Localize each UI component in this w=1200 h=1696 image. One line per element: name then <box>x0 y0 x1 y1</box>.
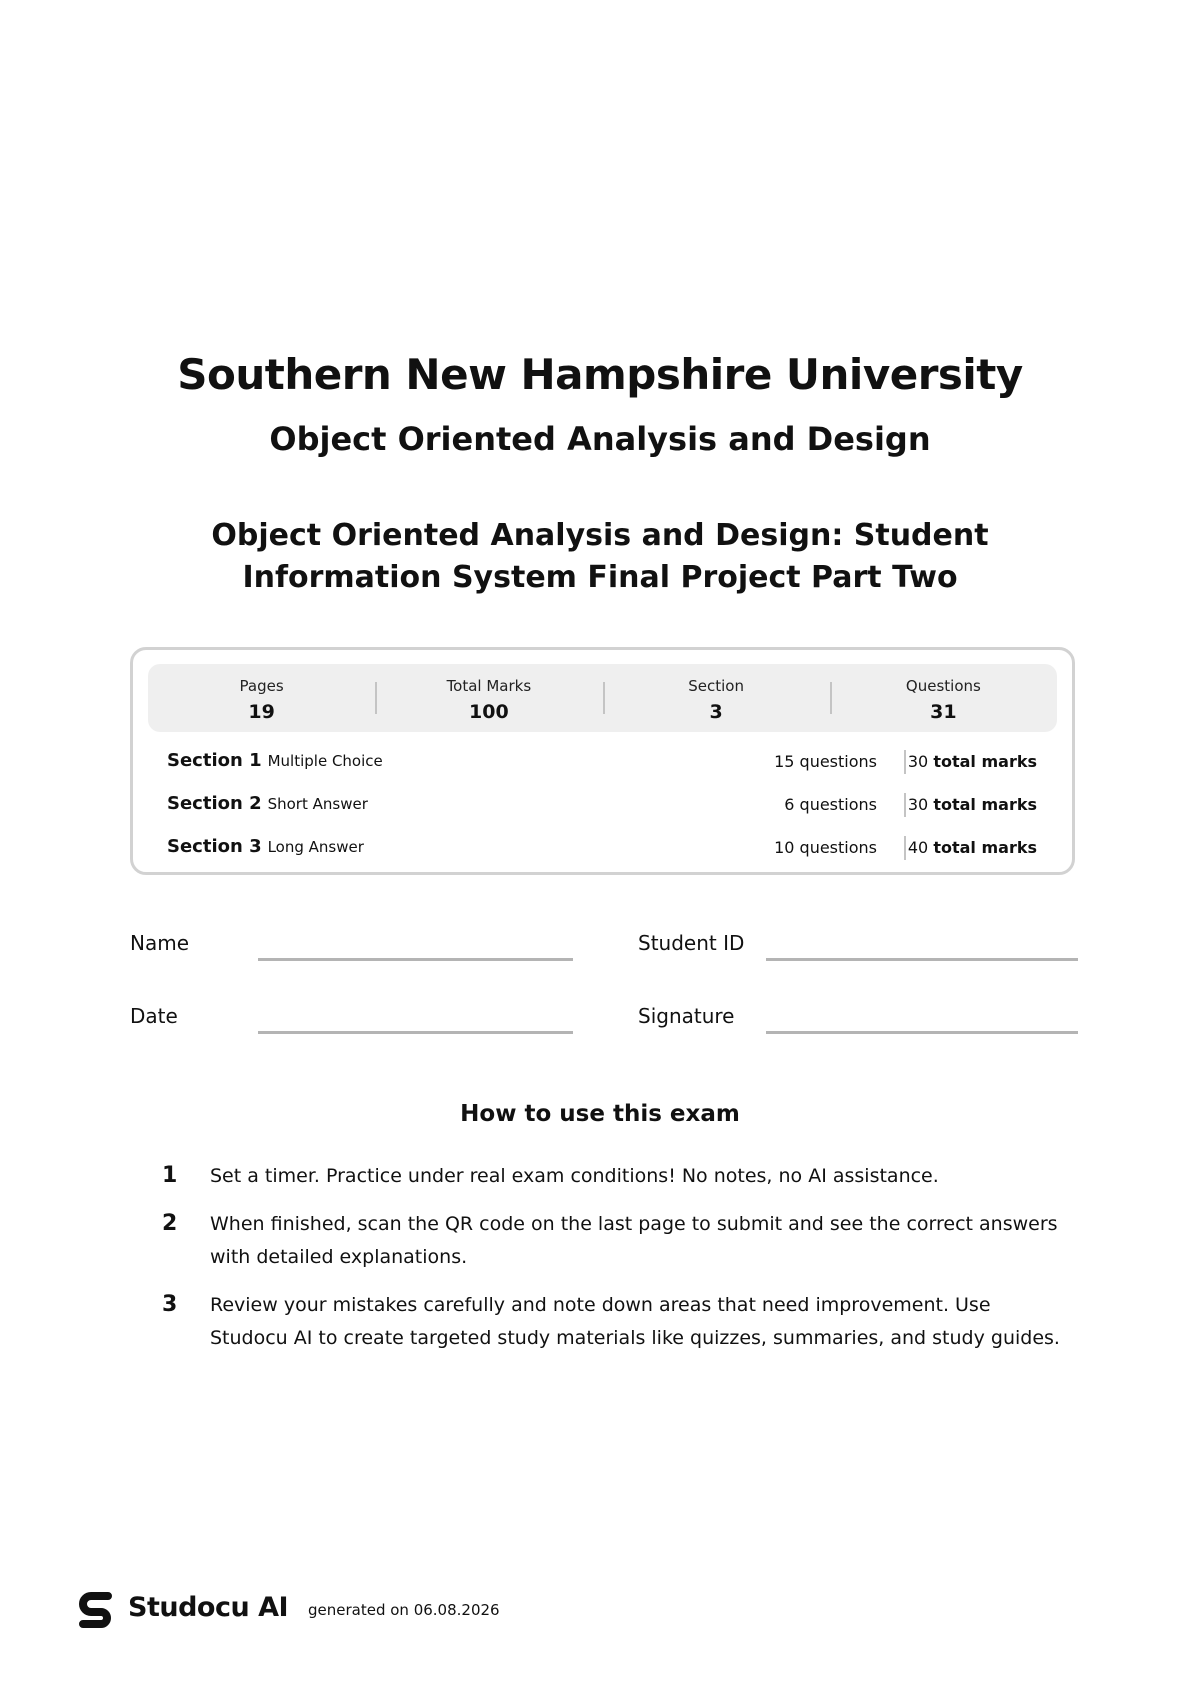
divider <box>904 750 906 774</box>
university-name: Southern New Hampshire University <box>177 350 1023 399</box>
stat-label: Pages <box>239 677 284 695</box>
date-field[interactable] <box>258 1031 573 1034</box>
section-name: Section 1 Multiple Choice <box>167 750 383 771</box>
generated-date: generated on 06.08.2026 <box>308 1601 500 1619</box>
course-name: Object Oriented Analysis and Design <box>269 420 931 458</box>
signature-field[interactable] <box>766 1031 1078 1034</box>
section-row <box>167 836 1037 866</box>
step-text: Review your mistakes carefully and note down areas that need improvement. Use Studocu AI to create targeted study materials like quizzes, summaries, and study guides. <box>210 1294 1060 1349</box>
student-id-field[interactable] <box>766 958 1078 961</box>
stat-questions <box>830 664 1057 732</box>
section-marks: 30 total marks <box>907 752 1037 771</box>
signature-label: Signature <box>638 1004 735 1028</box>
stat-label: Section <box>688 677 744 695</box>
stat-section <box>603 664 830 732</box>
student-id-label: Student ID <box>638 931 745 955</box>
section-row <box>167 750 1037 780</box>
stat-value: 100 <box>469 701 509 723</box>
studocu-brand: Studocu AI <box>128 1592 289 1623</box>
section-question-count: 15 questions <box>774 752 877 771</box>
section-question-count: 10 questions <box>774 838 877 857</box>
section-type: Short Answer <box>267 795 368 813</box>
section-type: Multiple Choice <box>267 752 383 770</box>
step-number: 2 <box>162 1211 178 1236</box>
stat-value: 3 <box>709 701 723 723</box>
section-type: Long Answer <box>267 838 364 856</box>
section-marks: 40 total marks <box>907 838 1037 857</box>
stat-label: Total Marks <box>446 677 532 695</box>
divider <box>904 836 906 860</box>
stat-label: Questions <box>905 677 981 695</box>
section-name: Section 2 Short Answer <box>167 793 368 814</box>
section-question-count: 6 questions <box>784 795 877 814</box>
section-row <box>167 793 1037 823</box>
studocu-logo-icon <box>78 1590 114 1628</box>
stats-bar <box>148 664 1057 732</box>
exam-title: Object Oriented Analysis and Design: Student Information System Final Project Part Two <box>211 518 989 595</box>
exam-summary-card <box>130 647 1075 875</box>
stat-value: 19 <box>248 701 275 723</box>
step-text: Set a timer. Practice under real exam conditions! No notes, no AI assistance. <box>210 1165 939 1187</box>
section-name: Section 3 Long Answer <box>167 836 364 857</box>
step-number: 3 <box>162 1292 178 1317</box>
stat-value: 31 <box>930 701 957 723</box>
stat-total-marks <box>375 664 602 732</box>
instructions-heading: How to use this exam <box>460 1101 740 1127</box>
date-label: Date <box>130 1004 178 1028</box>
name-label: Name <box>130 931 190 955</box>
section-marks: 30 total marks <box>907 795 1037 814</box>
step-number: 1 <box>162 1163 178 1188</box>
name-field[interactable] <box>258 958 573 961</box>
divider <box>904 793 906 817</box>
step-text: When finished, scan the QR code on the last page to submit and see the correct answers with detailed explanations. <box>210 1213 1058 1268</box>
stat-pages <box>148 664 375 732</box>
